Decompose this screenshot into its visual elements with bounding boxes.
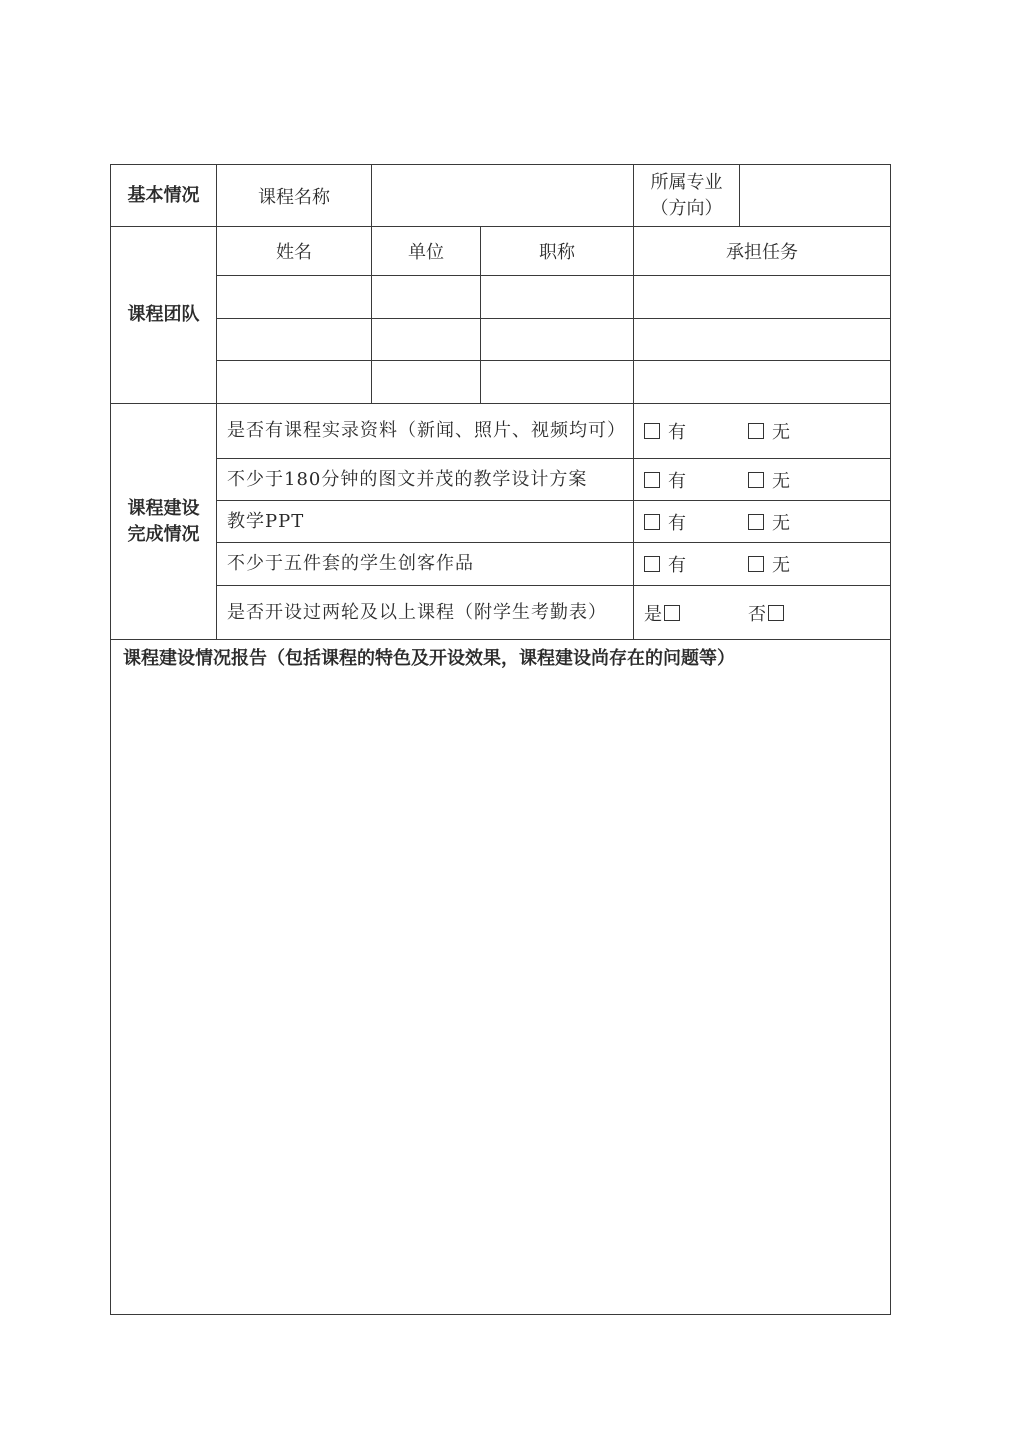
course-name-label: 课程名称	[217, 165, 372, 227]
major-label-line1: 所属专业	[650, 171, 723, 193]
option-label: 无	[772, 512, 790, 534]
checkbox-icon[interactable]	[748, 472, 764, 488]
option-label: 否	[748, 603, 766, 625]
completion-header-line1: 课程建设	[127, 497, 200, 519]
completion-header-line2: 完成情况	[127, 523, 200, 545]
team-row	[111, 319, 891, 361]
report-cell	[111, 640, 891, 1315]
report-body[interactable]	[111, 674, 890, 1314]
completion-item-text: 不少于180分钟的图文并茂的教学设计方案	[217, 459, 634, 501]
team-title-cell[interactable]	[481, 319, 634, 361]
team-col-task: 承担任务	[634, 227, 891, 276]
checkbox-icon[interactable]	[748, 514, 764, 530]
basic-info-header: 基本情况	[111, 165, 217, 227]
completion-item-text: 是否有课程实录资料（新闻、照片、视频均可）	[217, 404, 634, 459]
completion-item-options	[634, 586, 891, 640]
completion-item-options	[634, 459, 891, 501]
team-task-cell[interactable]	[634, 276, 891, 319]
option-yes[interactable]	[644, 509, 748, 535]
team-header: 课程团队	[111, 227, 217, 404]
major-label	[634, 165, 740, 227]
option-label: 有	[668, 422, 686, 443]
completion-item-options	[634, 543, 891, 586]
option-yes[interactable]	[644, 418, 748, 444]
option-no[interactable]	[748, 418, 852, 444]
team-title-cell[interactable]	[481, 276, 634, 319]
completion-row	[111, 459, 891, 501]
checkbox-icon[interactable]	[644, 423, 660, 439]
team-row	[111, 276, 891, 319]
checkbox-icon[interactable]	[748, 556, 764, 572]
option-no[interactable]	[748, 600, 852, 626]
checkbox-icon[interactable]	[644, 556, 660, 572]
option-yes[interactable]	[644, 600, 748, 626]
option-label: 有	[668, 512, 686, 534]
checkbox-icon[interactable]	[748, 423, 764, 439]
completion-item-options	[634, 404, 891, 459]
completion-row	[111, 404, 891, 459]
option-label: 无	[772, 422, 790, 443]
completion-item-options	[634, 501, 891, 543]
major-label-line2: （方向）	[650, 197, 723, 219]
option-label: 无	[772, 470, 790, 492]
team-name-cell[interactable]	[217, 319, 372, 361]
team-row	[111, 361, 891, 404]
major-field[interactable]	[740, 165, 891, 227]
team-unit-cell[interactable]	[372, 319, 481, 361]
option-label: 有	[668, 470, 686, 492]
completion-header	[111, 404, 217, 640]
completion-row	[111, 586, 891, 640]
checkbox-icon[interactable]	[768, 605, 784, 621]
checkbox-icon[interactable]	[644, 472, 660, 488]
completion-row	[111, 543, 891, 586]
checkbox-icon[interactable]	[644, 514, 660, 530]
option-no[interactable]	[748, 467, 852, 493]
report-title: 课程建设情况报告（包括课程的特色及开设效果，课程建设尚存在的问题等）	[123, 648, 735, 669]
completion-item-text: 是否开设过两轮及以上课程（附学生考勤表）	[217, 586, 634, 640]
course-form-table	[110, 164, 891, 1315]
team-task-cell[interactable]	[634, 361, 891, 404]
option-no[interactable]	[748, 551, 852, 577]
team-col-title: 职称	[481, 227, 634, 276]
team-task-cell[interactable]	[634, 319, 891, 361]
report-row	[111, 640, 891, 1315]
completion-item-text: 教学PPT	[217, 501, 634, 543]
option-label: 是	[644, 603, 662, 625]
completion-row	[111, 501, 891, 543]
option-label: 无	[772, 555, 790, 576]
team-name-cell[interactable]	[217, 361, 372, 404]
team-title-cell[interactable]	[481, 361, 634, 404]
team-unit-cell[interactable]	[372, 276, 481, 319]
team-col-name: 姓名	[217, 227, 372, 276]
checkbox-icon[interactable]	[664, 605, 680, 621]
option-no[interactable]	[748, 509, 852, 535]
team-unit-cell[interactable]	[372, 361, 481, 404]
option-yes[interactable]	[644, 467, 748, 493]
team-name-cell[interactable]	[217, 276, 372, 319]
basic-info-row	[111, 165, 891, 227]
completion-item-text: 不少于五件套的学生创客作品	[217, 543, 634, 586]
option-yes[interactable]	[644, 551, 748, 577]
team-col-unit: 单位	[372, 227, 481, 276]
course-name-field[interactable]	[372, 165, 634, 227]
option-label: 有	[668, 555, 686, 576]
team-header-row	[111, 227, 891, 276]
